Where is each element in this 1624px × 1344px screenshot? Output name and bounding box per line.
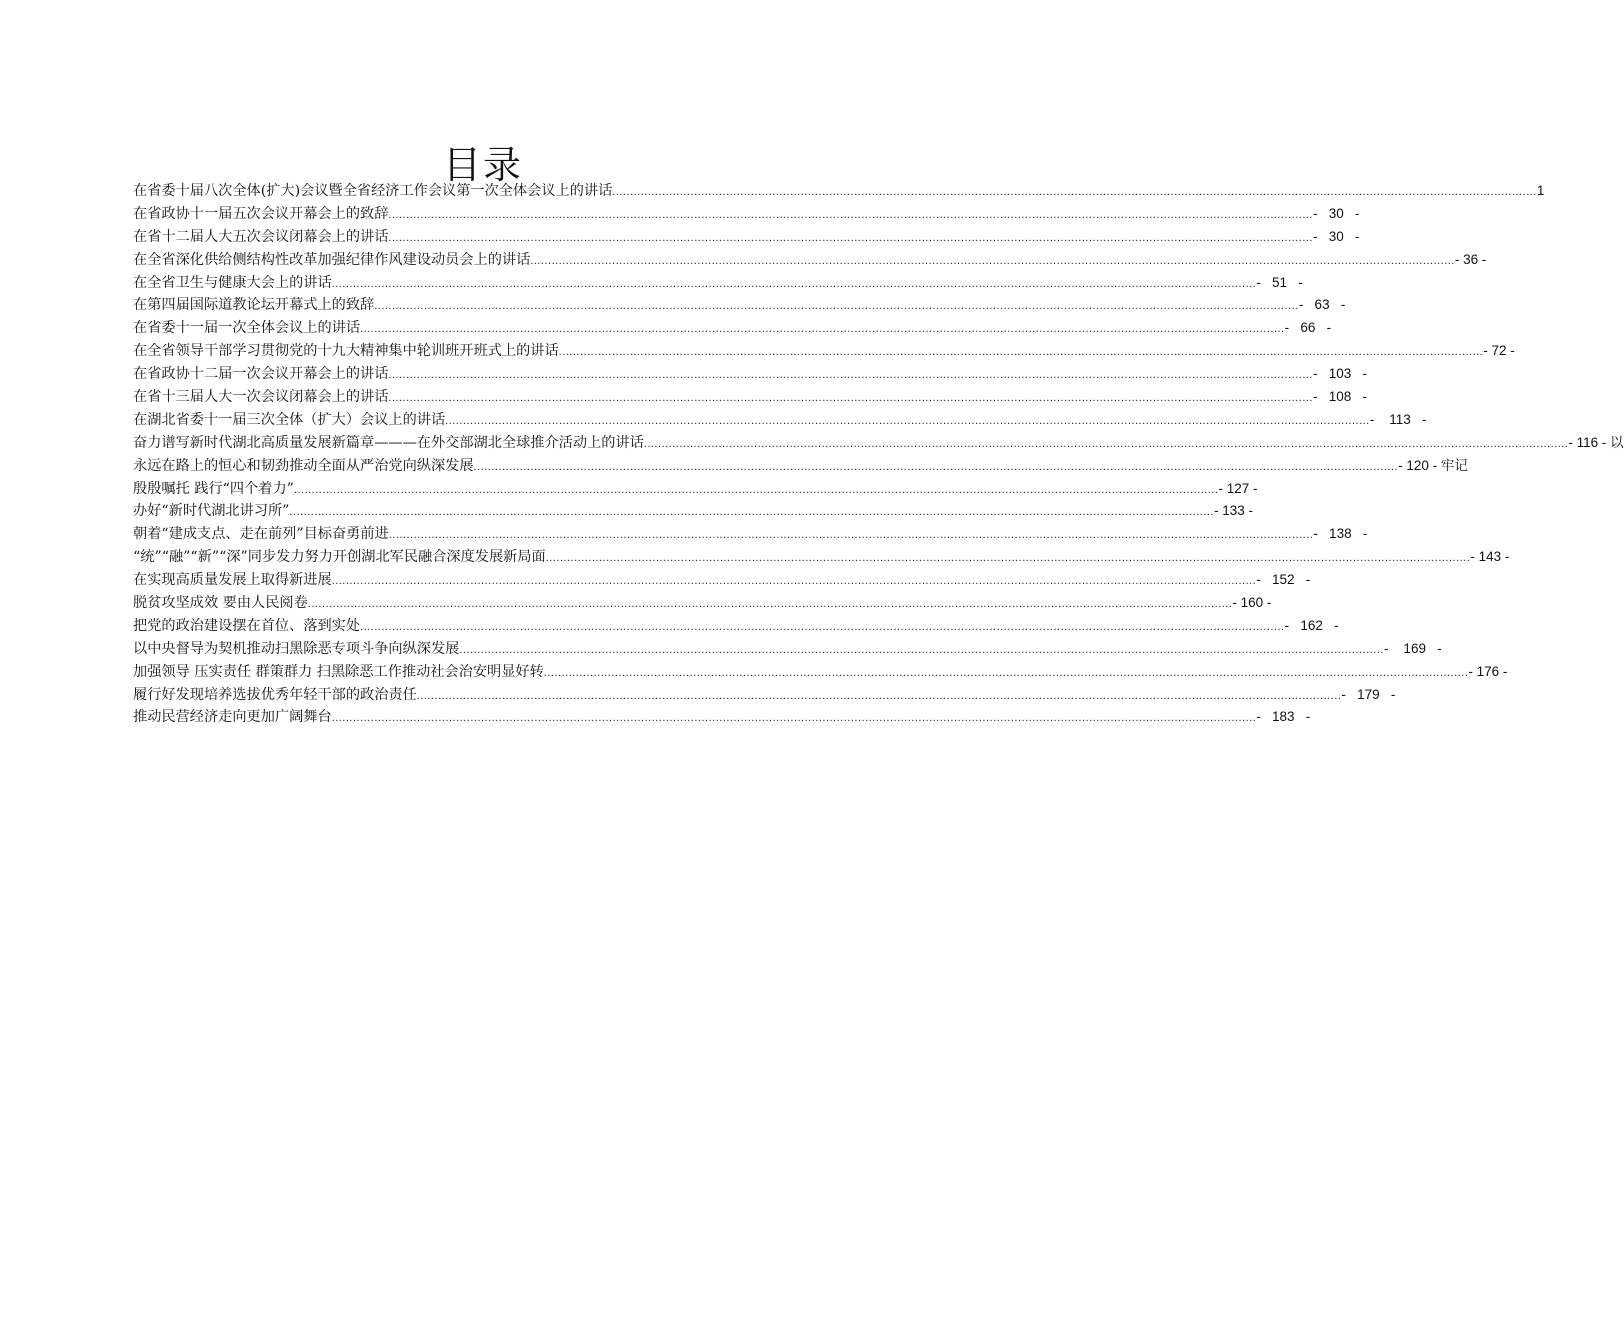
toc-page-number: - 116 - 以 bbox=[1568, 434, 1624, 450]
toc-entry-title: 在省政协十二届一次会议开幕会上的讲话 bbox=[133, 366, 389, 383]
toc-page-number: - 72 - bbox=[1483, 343, 1515, 359]
toc-entry[interactable] bbox=[133, 180, 1545, 203]
toc-entry-title: 在第四届国际道教论坛开幕式上的致辞 bbox=[133, 297, 375, 314]
toc-page-number: - 162 - bbox=[1284, 617, 1339, 633]
toc-entry[interactable] bbox=[133, 249, 1487, 272]
toc-entry-title: 加强领导 压实责任 群策群力 扫黑除恶工作推动社会治安明显好转 bbox=[133, 663, 544, 680]
toc-dot-leader: .................................................................................................................................................................................................................................................................... bbox=[530, 254, 1455, 267]
toc-entry-title: 在省政协十一届五次会议开幕会上的致辞 bbox=[133, 205, 389, 222]
toc-page-number: - 30 - bbox=[1313, 228, 1360, 244]
toc-dot-leader: .................................................................................................................................................................................................................................................................... bbox=[643, 437, 1569, 450]
toc-entry-title: 永远在路上的恒心和韧劲推动全面从严治党向纵深发展 bbox=[133, 457, 474, 474]
toc-entry[interactable] bbox=[133, 638, 1442, 661]
page-title: 目录 bbox=[442, 143, 523, 188]
toc-entry[interactable] bbox=[133, 661, 1508, 684]
toc-entry-title: 在省委十一届一次全体会议上的讲话 bbox=[133, 320, 361, 337]
toc-page-number: - 30 - bbox=[1313, 205, 1360, 221]
toc-entry-title: 在省十三届人大一次会议闭幕会上的讲话 bbox=[133, 389, 389, 406]
toc-page-number: - 63 - bbox=[1298, 297, 1346, 313]
toc-entry[interactable] bbox=[133, 500, 1254, 523]
toc-entry[interactable] bbox=[133, 432, 1624, 455]
toc-dot-leader: .................................................................................................................................................................................................................................................................... bbox=[293, 483, 1219, 496]
toc-entry[interactable] bbox=[133, 615, 1339, 638]
toc-dot-leader: .................................................................................................................................................................................................................................................................... bbox=[388, 231, 1313, 244]
toc-entry[interactable] bbox=[133, 455, 1468, 478]
toc-dot-leader: .................................................................................................................................................................................................................................................................... bbox=[331, 712, 1257, 725]
toc-dot-leader: .................................................................................................................................................................................................................................................................... bbox=[374, 300, 1299, 313]
toc-entry[interactable] bbox=[133, 317, 1332, 340]
toc-entry-title: 殷殷嘱托 践行“四个着力” bbox=[133, 480, 294, 497]
toc-entry-title: 在省委十届八次全体(扩大)会议暨全省经济工作会议第一次全体会议上的讲话 bbox=[133, 183, 613, 199]
toc-dot-leader: .................................................................................................................................................................................................................................................................... bbox=[612, 186, 1537, 198]
toc-entry[interactable] bbox=[133, 340, 1515, 363]
toc-page-number: - 108 - bbox=[1313, 389, 1368, 405]
toc-dot-leader: .................................................................................................................................................................................................................................................................... bbox=[473, 460, 1399, 473]
toc-entry[interactable] bbox=[133, 684, 1396, 707]
toc-entry[interactable] bbox=[133, 226, 1360, 249]
toc-entry[interactable] bbox=[133, 203, 1360, 226]
toc-entry[interactable] bbox=[133, 706, 1311, 729]
toc-entry-title: 在省十二届人大五次会议闭幕会上的讲话 bbox=[133, 228, 389, 245]
toc-dot-leader: .................................................................................................................................................................................................................................................................... bbox=[331, 575, 1257, 588]
toc-dot-leader: .................................................................................................................................................................................................................................................................... bbox=[360, 323, 1285, 336]
toc-dot-leader: .................................................................................................................................................................................................................................................................... bbox=[545, 552, 1471, 565]
toc-dot-leader: .................................................................................................................................................................................................................................................................... bbox=[289, 506, 1214, 519]
toc-dot-leader: .................................................................................................................................................................................................................................................................... bbox=[416, 689, 1342, 702]
toc-entry[interactable] bbox=[133, 546, 1510, 569]
toc-entry-title: 在全省卫生与健康大会上的讲话 bbox=[133, 274, 332, 291]
toc-page-number: - 36 - bbox=[1454, 251, 1487, 267]
toc-entry[interactable] bbox=[133, 569, 1311, 592]
toc-page-number: 1 bbox=[1536, 183, 1545, 198]
toc-entry-title: “统”“融”“新”“深”同步发力努力开创湖北军民融合深度发展新局面 bbox=[133, 549, 546, 566]
toc-page-number: - 179 - bbox=[1341, 686, 1396, 702]
toc-entry-title: 办好“新时代湖北讲习所” bbox=[133, 503, 290, 520]
toc-entry[interactable] bbox=[133, 386, 1368, 409]
toc-entry[interactable] bbox=[133, 294, 1346, 317]
toc-dot-leader: .................................................................................................................................................................................................................................................................... bbox=[307, 598, 1233, 611]
toc-dot-leader: .................................................................................................................................................................................................................................................................... bbox=[445, 414, 1370, 427]
table-of-contents bbox=[133, 180, 1624, 729]
toc-dot-leader: .................................................................................................................................................................................................................................................................... bbox=[388, 208, 1313, 221]
toc-page-number: - 138 - bbox=[1313, 526, 1368, 542]
toc-entry[interactable] bbox=[133, 592, 1272, 615]
toc-entry-title: 在湖北省委十一届三次全体（扩大）会议上的讲话 bbox=[133, 411, 446, 428]
toc-entry[interactable] bbox=[133, 478, 1258, 501]
toc-dot-leader: .................................................................................................................................................................................................................................................................... bbox=[543, 666, 1469, 679]
toc-entry-title: 脱贫攻坚成效 要由人民阅卷 bbox=[133, 595, 308, 612]
toc-entry-title: 在全省深化供给侧结构性改革加强纪律作风建设动员会上的讲话 bbox=[133, 251, 531, 268]
toc-page-number: - 183 - bbox=[1256, 709, 1311, 725]
toc-entry[interactable] bbox=[133, 523, 1368, 546]
toc-page-number: - 143 - bbox=[1470, 549, 1510, 565]
toc-entry-title: 在实现高质量发展上取得新进展 bbox=[133, 572, 332, 589]
toc-entry-title: 把党的政治建设摆在首位、落到实处 bbox=[133, 617, 361, 634]
toc-entry-title: 奋力谱写新时代湖北高质量发展新篇章———在外交部湖北全球推介活动上的讲话 bbox=[133, 434, 644, 451]
toc-dot-leader: .................................................................................................................................................................................................................................................................... bbox=[388, 369, 1313, 382]
toc-dot-leader: .................................................................................................................................................................................................................................................................... bbox=[331, 277, 1257, 290]
toc-entry[interactable] bbox=[133, 409, 1427, 432]
toc-entry-title: 推动民营经济走向更加广阔舞台 bbox=[133, 709, 332, 726]
toc-dot-leader: .................................................................................................................................................................................................................................................................... bbox=[459, 643, 1384, 656]
toc-dot-leader: .................................................................................................................................................................................................................................................................... bbox=[558, 346, 1484, 359]
toc-dot-leader: .................................................................................................................................................................................................................................................................... bbox=[388, 529, 1314, 542]
toc-entry[interactable] bbox=[133, 272, 1303, 295]
toc-entry-title: 在全省领导干部学习贯彻党的十九大精神集中轮训班开班式上的讲话 bbox=[133, 343, 559, 360]
toc-page-number: - 176 - bbox=[1468, 663, 1508, 679]
toc-page-number: - 160 - bbox=[1232, 595, 1272, 611]
toc-page-number: - 133 - bbox=[1214, 503, 1254, 519]
toc-dot-leader: .................................................................................................................................................................................................................................................................... bbox=[388, 392, 1313, 405]
toc-page-number: - 169 - bbox=[1383, 640, 1442, 656]
toc-page-number: - 113 - bbox=[1369, 411, 1427, 427]
toc-entry-title: 履行好发现培养选拔优秀年轻干部的政治责任 bbox=[133, 686, 417, 703]
toc-page-number: - 120 - 牢记 bbox=[1398, 457, 1468, 473]
toc-page-number: - 103 - bbox=[1313, 366, 1368, 382]
toc-page-number: - 66 - bbox=[1284, 320, 1332, 336]
toc-page-number: - 127 - bbox=[1218, 480, 1258, 496]
toc-page-number: - 51 - bbox=[1256, 274, 1303, 290]
toc-entry[interactable] bbox=[133, 363, 1368, 386]
toc-entry-title: 以中央督导为契机推动扫黑除恶专项斗争向纵深发展 bbox=[133, 640, 460, 657]
toc-page-number: - 152 - bbox=[1256, 572, 1311, 588]
toc-entry-title: 朝着“建成支点、走在前列”目标奋勇前进 bbox=[133, 526, 389, 543]
toc-dot-leader: .................................................................................................................................................................................................................................................................... bbox=[360, 620, 1285, 633]
